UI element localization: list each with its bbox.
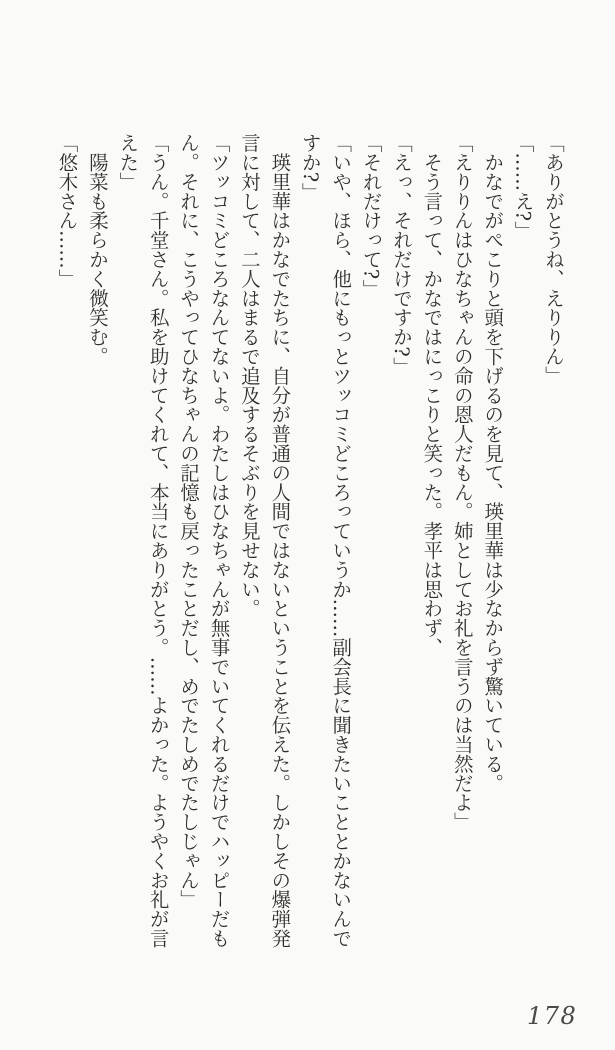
text-line: 「それだけって?」 — [359, 133, 383, 299]
page-number: 178 — [527, 1002, 578, 1030]
text-line: 「……え?」 — [511, 133, 535, 241]
text-line: かなでがぺこりと頭を下げるのを見て、瑛里華は少なからず驚いている。 — [481, 133, 505, 793]
text-line: 陽菜も柔らかく微笑む。 — [85, 133, 109, 366]
text-line: 「えっ、それだけですか?」 — [389, 133, 413, 377]
text-line: 言に対して、二人はまるで追及するそぶりを見せない。 — [237, 133, 261, 618]
text-line: 「ツッコミどころなんてないよ。わたしはひなちゃんが無事でいてくれるだけでハッピーだも — [207, 133, 231, 948]
page-text — [51, 133, 568, 951]
text-line: 「ありがとうね、えりりん」 — [542, 133, 565, 386]
text-line: 「うん。千堂さん。私を助けてくれて、本当にありがとう。……よかった。ようやくお礼が言 — [146, 133, 170, 948]
text-line: ん。それに、こうやってひなちゃんの記憶も戻ったことだし、めでたしめでたしじゃん」 — [177, 133, 201, 909]
text-line: 「悠木さん……」 — [55, 133, 79, 289]
text-line: 「いや、ほら、他にもっとツッコミどころっていうか……副会長に聞きたいこととかないんで — [329, 133, 353, 948]
text-line: すか?」 — [298, 133, 322, 202]
text-line: 「えりりんはひなちゃんの命の恩人だもん。姉としてお礼を言うのは当然だよ」 — [450, 133, 474, 832]
text-line: えた」 — [116, 133, 140, 192]
text-line: 瑛里華はかなでたちに、自分が普通の人間ではないということを伝えた。しかしその爆弾発 — [268, 133, 292, 948]
text-line: そう言って、かなではにっこりと笑った。孝平は思わず、 — [420, 133, 444, 657]
